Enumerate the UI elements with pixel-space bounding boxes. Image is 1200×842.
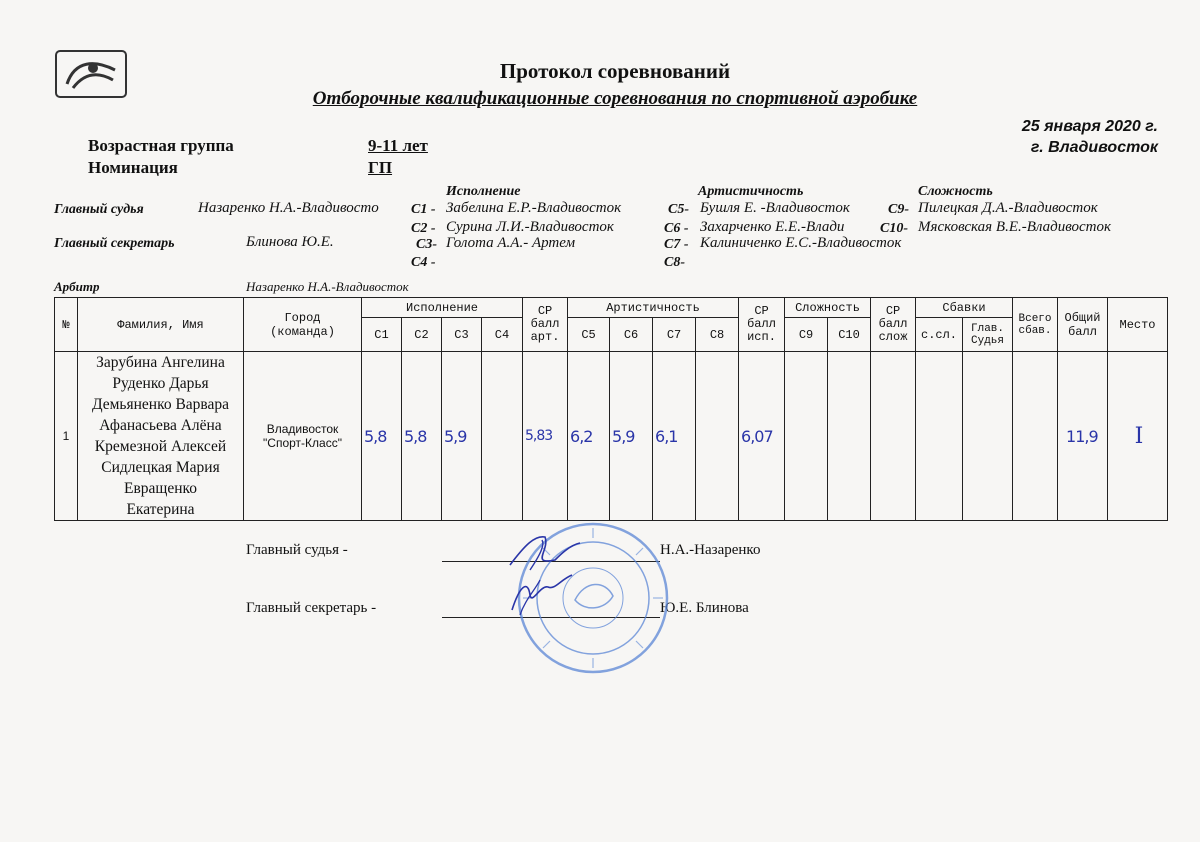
col-header-c1: С1 [362, 318, 402, 352]
score-avg-dif [871, 352, 916, 521]
chief-judge-name: Назаренко Н.А.-Владивосто [198, 200, 379, 216]
execution-judges-header: Исполнение [446, 184, 521, 199]
col-header-ded-chief: Глав. Судья [963, 318, 1013, 352]
col-header-execution: Исполнение [362, 298, 523, 318]
athlete-team: Владивосток "Спорт-Класс" [244, 352, 362, 521]
document-subtitle: Отборочные квалификационные соревнования по спортивной аэробике [312, 88, 918, 109]
arbiter-name: Назаренко Н.А.-Владивосток [246, 279, 409, 294]
row-num: 1 [55, 352, 78, 521]
col-header-ded-line: с.сл. [916, 318, 963, 352]
col-header-c2: С2 [402, 318, 442, 352]
judge-name: Забелина Е.Р.-Владивосток [446, 200, 622, 216]
score-avg-art: 5,83 [523, 352, 568, 521]
col-header-avg-exe: СР балл исп. [739, 298, 785, 352]
col-header-place: Место [1108, 298, 1168, 352]
table-row [55, 352, 1168, 521]
judge-name: Захарченко Е.Е.-Влади [700, 219, 845, 235]
col-header-name: Фамилия, Имя [78, 298, 244, 352]
judge-name: Пилецкая Д.А.-Владивосток [918, 200, 1098, 216]
col-header-c8: С8 [696, 318, 739, 352]
sign-judge-name: Н.А.-Назаренко [660, 542, 761, 558]
handwritten-signature [500, 525, 590, 620]
col-header-c7: С7 [653, 318, 696, 352]
col-header-c6: С6 [610, 318, 653, 352]
score-c3: 5,9 [442, 352, 482, 521]
chief-judge-label: Главный судья [54, 202, 144, 217]
place: I [1108, 352, 1168, 521]
nomination-label: Номинация [88, 158, 178, 177]
score-avg-exe: 6,07 [739, 352, 785, 521]
col-header-deductions: Сбавки [916, 298, 1013, 318]
col-header-avg-art: СР балл арт. [523, 298, 568, 352]
sign-judge-label: Главный судья - [246, 542, 348, 558]
col-header-total-ded: Всего сбав. [1013, 298, 1058, 352]
col-header-artistry: Артистичность [568, 298, 739, 318]
judge-name: Голота А.А.- Артем [446, 235, 576, 251]
competition-city: г. Владивосток [1030, 139, 1158, 156]
score-c8 [696, 352, 739, 521]
score-c2: 5,8 [402, 352, 442, 521]
chief-secretary-name: Блинова Ю.Е. [246, 234, 334, 250]
col-header-difficulty: Сложность [785, 298, 871, 318]
arbiter-label: Арбитр [54, 279, 100, 294]
total-score: 11,9 [1058, 352, 1108, 521]
score-c4 [482, 352, 523, 521]
judge-code: С10- [880, 221, 908, 236]
score-c5: 6,2 [568, 352, 610, 521]
artistry-judges-header: Артистичность [698, 184, 804, 199]
ded-chief [963, 352, 1013, 521]
ded-line [916, 352, 963, 521]
document-title: Протокол соревнований [499, 59, 731, 83]
col-header-c10: С10 [828, 318, 871, 352]
score-c9 [785, 352, 828, 521]
total-ded [1013, 352, 1058, 521]
judge-code: С5- [668, 202, 689, 217]
col-header-c9: С9 [785, 318, 828, 352]
judge-code: С2 - [411, 221, 436, 236]
nomination-value: ГП [368, 158, 393, 177]
col-header-avg-dif: СР балл слож [871, 298, 916, 352]
col-header-city: Город (команда) [244, 298, 362, 352]
score-c6: 5,9 [610, 352, 653, 521]
col-header-num: № [55, 298, 78, 352]
judge-code: С3- [416, 237, 437, 252]
age-group-label: Возрастная группа [88, 136, 234, 155]
difficulty-judges-header: Сложность [918, 184, 993, 199]
judge-name: Бушля Е. -Владивосток [700, 200, 850, 216]
chief-secretary-label: Главный секретарь [54, 236, 175, 251]
sign-secretary-name: Ю.Е. Блинова [660, 600, 749, 616]
sign-secretary-label: Главный секретарь - [246, 600, 377, 616]
judge-code: С1 - [411, 202, 436, 217]
age-group-value: 9-11 лет [368, 136, 428, 155]
judge-code: С7 - [664, 237, 689, 252]
score-c10 [828, 352, 871, 521]
judge-name: Сурина Л.И.-Владивосток [446, 219, 614, 235]
judge-code: С9- [888, 202, 909, 217]
col-header-c4: С4 [482, 318, 523, 352]
judge-code: С4 - [411, 255, 436, 270]
col-header-c5: С5 [568, 318, 610, 352]
judge-name: Калиниченко Е.С.-Владивосток [700, 235, 902, 251]
score-c1: 5,8 [362, 352, 402, 521]
judge-code: С6 - [664, 221, 689, 236]
judge-name: Мясковская В.Е.-Владивосток [918, 219, 1112, 235]
score-c7: 6,1 [653, 352, 696, 521]
col-header-c3: С3 [442, 318, 482, 352]
col-header-total: Общий балл [1058, 298, 1108, 352]
judge-code: С8- [664, 255, 685, 270]
results-table [54, 297, 1168, 521]
athlete-names: Зарубина Ангелина Руденко Дарья Демьяненко Варвара Афанасьева Алёна Кремезной Алексей Сидлецкая Мария Евращенко Екатерина [78, 352, 244, 521]
competition-date: 25 января 2020 г. [1021, 118, 1158, 135]
